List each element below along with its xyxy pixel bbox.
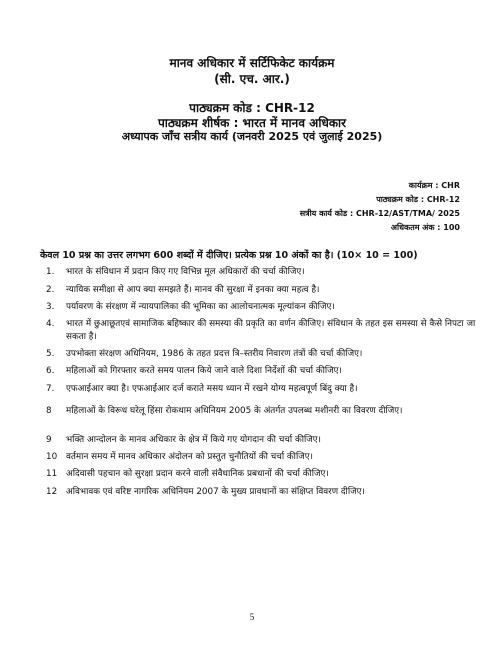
question-text: अदिवासी पहचान को सुरक्षा प्रदान करने वाली संवैधानिक प्रबधानों की चर्चा कीजिए। bbox=[66, 469, 329, 479]
instructions: केवल 10 प्रश्न का उत्तर लगभग 600 शब्दों में दीजिए। प्रत्येक प्रश्न 10 अंकों का है। (10× 10 = 100) bbox=[40, 250, 418, 261]
programme-title: मानव अधिकार में सर्टिफिकेट कार्यक्रम bbox=[169, 56, 335, 70]
question-text: अविभावक एवं वरिष्ट नागरिक अधिनियम 2007 के मुख्य प्रावधानों का संक्षिप्त विवरण दीजिए। bbox=[66, 487, 365, 497]
question-text: उपभोक्ता संरक्षण अधिनियम, 1986 के तहत प्रदत्त त्रि–स्तरीय निवारण तंत्रों की चर्चा कीजिए। bbox=[66, 349, 363, 359]
question-item bbox=[46, 451, 476, 464]
question-number: 9 bbox=[46, 435, 52, 445]
question-item bbox=[46, 486, 476, 499]
question-item bbox=[46, 284, 476, 297]
question-number: 6. bbox=[46, 366, 55, 376]
meta-max-marks: अधिकतम अंक : 100 bbox=[390, 223, 460, 232]
meta-course-code: पाठ्यक्रम कोड : CHR-12 bbox=[376, 195, 460, 204]
question-number: 4. bbox=[46, 319, 55, 329]
programme-abbrev: (सी. एच. आर.) bbox=[214, 72, 290, 86]
question-number: 10 bbox=[46, 452, 58, 462]
question-item bbox=[46, 434, 476, 447]
question-text: महिलाओं के विरूध घरेलू हिंसा रोकथाम अधिनियम 2005 के अंतर्गत उपलब्ध मशीनरी का विवरण दीजिए। bbox=[66, 406, 403, 416]
meta-programme: कार्यक्रम : CHR bbox=[408, 181, 460, 190]
question-item bbox=[46, 348, 476, 361]
course-title-heading: पाठ्यक्रम शीर्षक : भारत में मानव अधिकार bbox=[157, 116, 347, 130]
question-text: न्यायिक समीक्षा से आप क्या समझते हैं। मानव की सुरक्षा में इनका क्या महत्व है। bbox=[66, 285, 320, 295]
question-text: एफआईआर क्या है। एफआईआर दर्ज कराते मसय ध्यान में रखने योग्य महत्वपूर्ण बिंदु क्या है। bbox=[66, 384, 358, 394]
question-number: 5. bbox=[46, 349, 55, 359]
question-item bbox=[46, 468, 476, 481]
question-number: 1. bbox=[46, 267, 55, 277]
page-number: 5 bbox=[249, 612, 255, 622]
question-number: 11 bbox=[46, 469, 58, 479]
question-text: भक्ति आन्दोलन के मानव अधिकार के क्षेत्र में किये गए योगदान की चर्चा कीजिए। bbox=[66, 435, 321, 445]
question-item bbox=[46, 318, 476, 344]
question-text: भारत के संविधान में प्रदान किए गए विभिन्न मूल अधिकारों की चर्चा कीजिए। bbox=[66, 267, 305, 277]
question-item bbox=[46, 405, 476, 418]
question-text: पर्यावरण के संरक्षण में न्यायपालिका की भूमिका का आलोचनात्मक मूल्यांकन कीजिए। bbox=[66, 302, 335, 312]
question-item bbox=[46, 301, 476, 314]
question-number: 8 bbox=[46, 406, 52, 416]
question-number: 2. bbox=[46, 285, 55, 295]
question-number: 3. bbox=[46, 302, 55, 312]
question-number: 7. bbox=[46, 384, 55, 394]
question-text: वर्तमान समय में मानव अधिकार अंदोलन को प्रस्तुत चुनौतियों की चर्चा कीजिए। bbox=[66, 452, 313, 462]
question-text: महिलाओं को गिरफ्तार करते समय पालन किये जाने वाले दिशा निर्देशों की चर्चा कीजिए। bbox=[66, 366, 342, 376]
assignment-heading: अध्यापक जाँच सत्रीय कार्य (जनवरी 2025 एवं जुलाई 2025) bbox=[121, 130, 383, 143]
question-text: भारत में छुआछूतएवं सामाजिक बहिष्कार की समस्या की प्रकृति का वर्णन कीजिए। संविधान के तहत इस समस्या से कैसे निपटा जा सकता है। bbox=[66, 319, 476, 342]
question-item bbox=[46, 383, 476, 396]
meta-assignment-code: सत्रीय कार्य कोड : CHR-12/AST/TMA/ 2025 bbox=[299, 209, 460, 218]
course-code-heading: पाठ्यक्रम कोड : CHR-12 bbox=[189, 101, 315, 115]
question-number: 12 bbox=[46, 487, 58, 497]
question-item bbox=[46, 266, 476, 279]
question-item bbox=[46, 365, 476, 378]
